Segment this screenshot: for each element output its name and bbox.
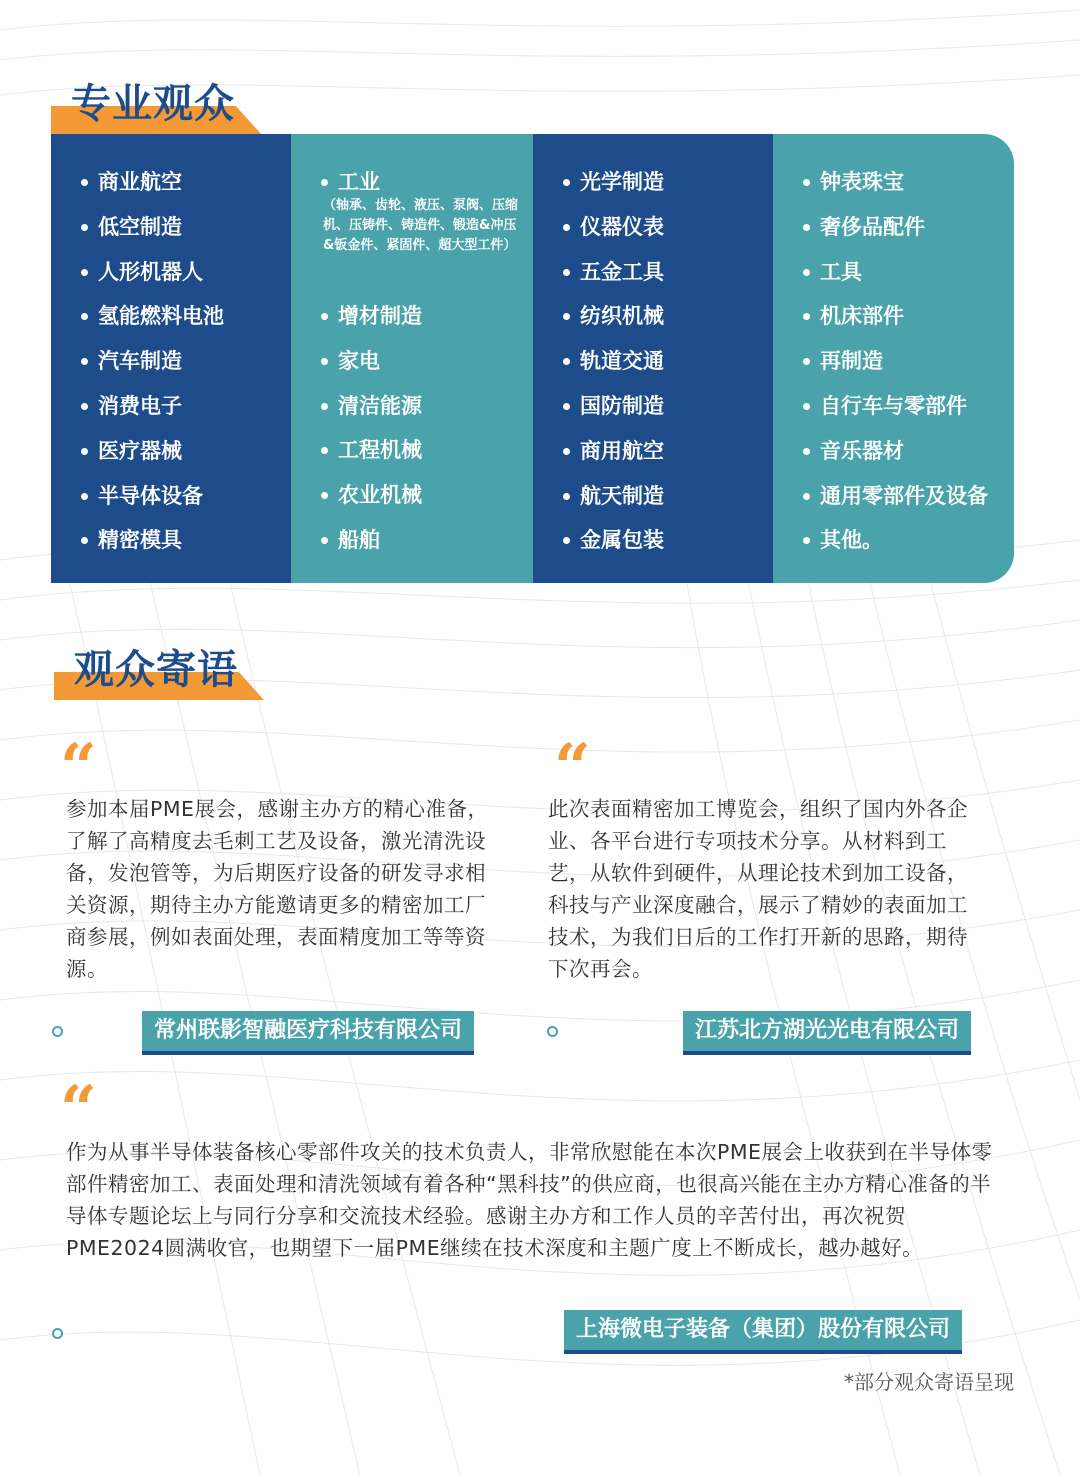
bullet-dot bbox=[803, 493, 810, 500]
bullet-dot bbox=[563, 179, 570, 186]
bullet-dot bbox=[803, 269, 810, 276]
industry-label: 自行车与零部件 bbox=[820, 393, 967, 418]
industry-item bbox=[51, 166, 291, 211]
bullet-dot bbox=[81, 269, 88, 276]
section-title-text: 观众寄语 bbox=[74, 647, 238, 693]
bullet-dot bbox=[81, 313, 88, 320]
bullet-dot bbox=[563, 313, 570, 320]
bullet-dot bbox=[321, 447, 328, 454]
industry-label: 氢能燃料电池 bbox=[98, 304, 224, 329]
section-title-professional-audience bbox=[51, 74, 281, 134]
industry-label: 奢侈品配件 bbox=[820, 214, 925, 239]
quote-company-label: 江苏北方湖光光电有限公司 bbox=[683, 1011, 971, 1055]
industry-label: 航天制造 bbox=[580, 483, 664, 508]
bullet-dot bbox=[321, 537, 328, 544]
bullet-dot bbox=[563, 358, 570, 365]
bullet-dot bbox=[563, 403, 570, 410]
bullet-dot bbox=[81, 358, 88, 365]
industry-label: 精密模具 bbox=[98, 528, 182, 553]
quote-open-icon: “ bbox=[60, 1072, 97, 1147]
ring-dot-icon bbox=[547, 1026, 558, 1037]
bullet-dot bbox=[803, 448, 810, 455]
footnote: *部分观众寄语呈现 bbox=[844, 1370, 1014, 1394]
industry-label: 工具 bbox=[820, 259, 862, 284]
industry-label: 工程机械 bbox=[338, 438, 422, 463]
bullet-dot bbox=[81, 179, 88, 186]
bullet-dot bbox=[563, 448, 570, 455]
industry-label: 光学制造 bbox=[580, 170, 664, 194]
industry-item bbox=[51, 435, 291, 480]
industry-label: 商用航空 bbox=[580, 438, 664, 463]
bullet-dot bbox=[321, 403, 328, 410]
industry-label: 汽车制造 bbox=[98, 349, 182, 374]
industry-item bbox=[773, 435, 1014, 480]
industry-item bbox=[773, 390, 1014, 435]
section-title-text: 专业观众 bbox=[71, 81, 235, 127]
bullet-dot bbox=[803, 224, 810, 231]
industry-item bbox=[291, 345, 533, 390]
industry-label: 纺织机械 bbox=[580, 304, 664, 329]
industry-label: 通用零部件及设备 bbox=[820, 483, 988, 508]
bullet-dot bbox=[81, 448, 88, 455]
industry-column-3 bbox=[533, 134, 773, 583]
industry-item bbox=[533, 166, 773, 211]
industry-item bbox=[533, 480, 773, 525]
industry-item bbox=[51, 480, 291, 525]
industry-item bbox=[533, 300, 773, 345]
industry-item bbox=[51, 300, 291, 345]
industry-label: 再制造 bbox=[820, 349, 883, 374]
bullet-dot bbox=[81, 493, 88, 500]
audience-industry-table bbox=[51, 134, 1014, 583]
industry-item bbox=[291, 300, 533, 345]
bullet-dot bbox=[321, 179, 328, 186]
industry-item bbox=[773, 524, 1014, 569]
quote-open-icon: “ bbox=[60, 730, 97, 805]
bullet-dot bbox=[563, 537, 570, 544]
industry-label: 家电 bbox=[338, 348, 380, 373]
ring-dot-icon bbox=[52, 1026, 63, 1037]
quote-text: 此次表面精密加工博览会，组织了国内外各企业、各平台进行专项技术分享。从材料到工艺，从软件到硬件，从理论技术到加工设备，科技与产业深度融合，展示了精妙的表面加工技术，为我们日后的工作打开新的思路，期待下次再会。 bbox=[548, 797, 968, 981]
industry-item bbox=[773, 300, 1014, 345]
bullet-dot bbox=[803, 403, 810, 410]
ring-dot-icon bbox=[52, 1328, 63, 1339]
industry-item bbox=[51, 211, 291, 256]
industry-item bbox=[533, 435, 773, 480]
industry-item bbox=[51, 256, 291, 301]
industry-item bbox=[773, 345, 1014, 390]
industry-item bbox=[51, 345, 291, 390]
industry-label: 医疗器械 bbox=[98, 438, 182, 463]
industry-item bbox=[51, 524, 291, 569]
industry-label: 船舶 bbox=[338, 527, 380, 552]
industry-label: 其他。 bbox=[820, 528, 883, 553]
industry-label: 机床部件 bbox=[820, 304, 904, 329]
bullet-dot bbox=[321, 492, 328, 499]
industry-item bbox=[291, 479, 533, 524]
industry-item bbox=[773, 256, 1014, 301]
industry-label: 半导体设备 bbox=[98, 483, 203, 508]
bullet-dot bbox=[81, 537, 88, 544]
industry-item bbox=[533, 256, 773, 301]
industry-item bbox=[773, 166, 1014, 211]
bullet-dot bbox=[563, 224, 570, 231]
industry-label: 清洁能源 bbox=[338, 393, 422, 418]
industry-column-2 bbox=[291, 134, 533, 583]
industry-label: 钟表珠宝 bbox=[820, 170, 904, 194]
industry-item bbox=[533, 524, 773, 569]
industry-item bbox=[773, 211, 1014, 256]
bullet-dot bbox=[321, 313, 328, 320]
industry-item bbox=[291, 434, 533, 479]
industry-item bbox=[51, 390, 291, 435]
industry-label: 轨道交通 bbox=[580, 349, 664, 374]
bullet-dot bbox=[563, 269, 570, 276]
bullet-dot bbox=[803, 313, 810, 320]
industry-label: 仪器仪表 bbox=[580, 214, 664, 239]
bullet-dot bbox=[803, 537, 810, 544]
bullet-dot bbox=[81, 403, 88, 410]
industry-item-general bbox=[291, 166, 533, 300]
quote-open-icon: “ bbox=[554, 730, 591, 805]
industry-column-4 bbox=[773, 134, 1014, 583]
quote-company-label: 上海微电子装备（集团）股份有限公司 bbox=[564, 1310, 962, 1354]
quote-text: 作为从事半导体装备核心零部件攻关的技术负责人，非常欣慰能在本次PME展会上收获到在半导体零部件精密加工、表面处理和清洗领域有着各种“黑科技”的供应商，也很高兴能在主办方精心准备的半导体专题论坛上与同行分享和交流技术经验。感谢主办方和工作人员的辛苦付出，再次祝贺PME2024圆满收官，也期望下一届PME继续在技术深度和主题广度上不断成长，越办越好。 bbox=[66, 1140, 993, 1260]
industry-item bbox=[533, 211, 773, 256]
industry-label: 低空制造 bbox=[98, 214, 182, 239]
quote-company-label: 常州联影智融医疗科技有限公司 bbox=[142, 1011, 474, 1055]
industry-label: 国防制造 bbox=[580, 393, 664, 418]
section-title-visitor-messages bbox=[54, 640, 284, 700]
bullet-dot bbox=[81, 224, 88, 231]
bullet-dot bbox=[563, 493, 570, 500]
industry-label: 商业航空 bbox=[98, 170, 182, 194]
industry-label: 工业 bbox=[338, 170, 380, 194]
bullet-dot bbox=[321, 358, 328, 365]
bullet-dot bbox=[803, 179, 810, 186]
industry-item bbox=[773, 480, 1014, 525]
industry-label: 金属包装 bbox=[580, 528, 664, 553]
industry-label: 人形机器人 bbox=[98, 259, 203, 284]
industry-item bbox=[533, 390, 773, 435]
bullet-dot bbox=[803, 358, 810, 365]
industry-column-1 bbox=[51, 134, 291, 583]
industry-label: 增材制造 bbox=[338, 304, 422, 328]
industry-label: 消费电子 bbox=[98, 393, 182, 418]
industry-item bbox=[533, 345, 773, 390]
quote-text: 参加本届PME展会，感谢主办方的精心准备，了解了高精度去毛刺工艺及设备，激光清洗设备，发泡管等，为后期医疗设备的研发寻求相关资源，期待主办方能邀请更多的精密加工厂商参展，例如表面处理，表面精度加工等等资源。 bbox=[66, 797, 489, 981]
industry-subcategory-note: （轴承、齿轮、液压、泵阀、压缩机、压铸件、铸造件、锻造&冲压&钣金件、紧固件、超大型工件） bbox=[323, 198, 519, 253]
industry-label: 音乐器材 bbox=[820, 438, 904, 463]
industry-label: 农业机械 bbox=[338, 483, 422, 508]
industry-item bbox=[291, 390, 533, 435]
industry-item bbox=[291, 524, 533, 569]
industry-label: 五金工具 bbox=[580, 259, 664, 284]
